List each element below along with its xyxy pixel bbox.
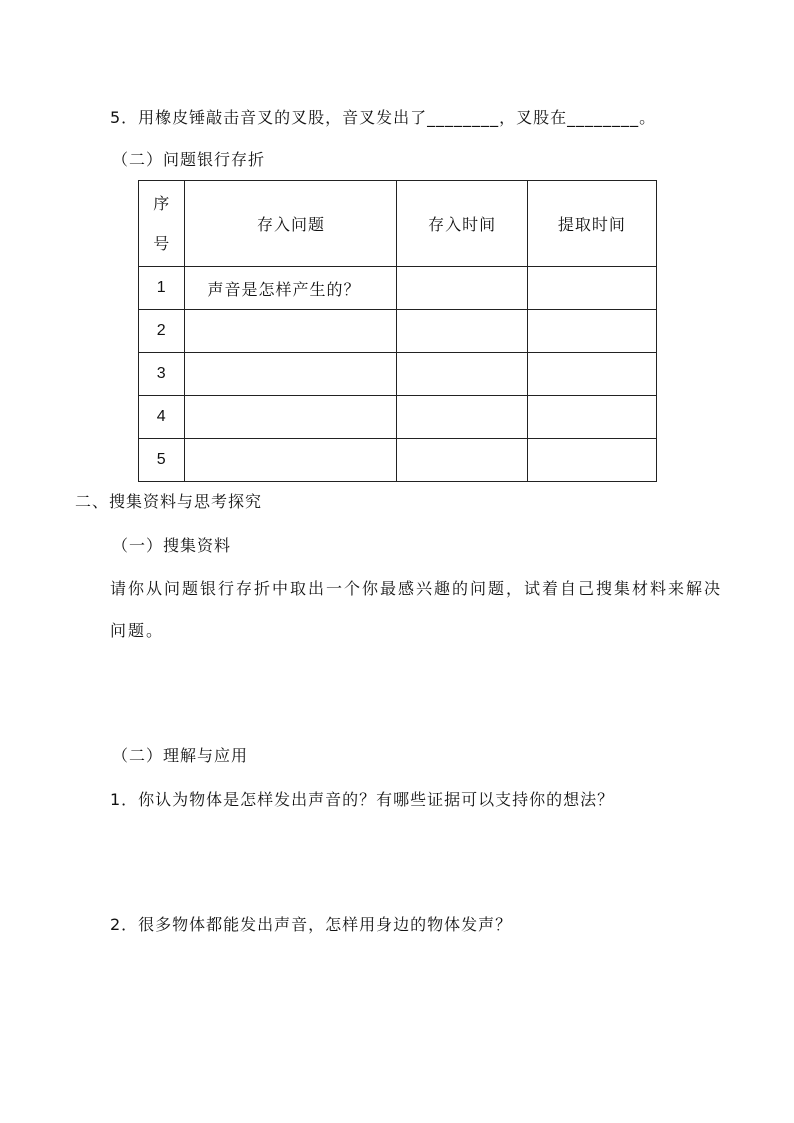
table-row xyxy=(139,310,657,353)
header-serial-number: 序 号 xyxy=(139,181,185,267)
table-row xyxy=(139,267,657,310)
row-deposit-time xyxy=(397,396,527,439)
row-deposit-time xyxy=(397,310,527,353)
sub-apply-title: （二）理解与应用 xyxy=(112,746,249,765)
section-2-title: 二、搜集资料与思考探究 xyxy=(75,492,263,511)
row-question xyxy=(185,353,397,396)
header-withdraw-time: 提取时间 xyxy=(527,181,656,267)
row-number: 2 xyxy=(139,310,185,353)
row-question xyxy=(185,396,397,439)
row-question xyxy=(185,310,397,353)
row-deposit-time xyxy=(397,439,527,482)
row-number: 5 xyxy=(139,439,185,482)
row-withdraw-time xyxy=(527,267,656,310)
apply-question-1: 1．你认为物体是怎样发出声音的？有哪些证据可以支持你的想法？ xyxy=(110,790,615,809)
row-withdraw-time xyxy=(527,439,656,482)
table-row xyxy=(139,439,657,482)
header-deposit-question: 存入问题 xyxy=(185,181,397,267)
table-row xyxy=(139,396,657,439)
apply-question-2: 2．很多物体都能发出声音，怎样用身边的物体发声？ xyxy=(110,915,513,934)
table-header-row xyxy=(139,181,657,267)
row-deposit-time xyxy=(397,353,527,396)
row-withdraw-time xyxy=(527,353,656,396)
header-deposit-time: 存入时间 xyxy=(397,181,527,267)
collect-paragraph: 请你从问题银行存折中取出一个你最感兴趣的问题，试着自己搜集材料来解决问题。 xyxy=(110,579,723,640)
row-deposit-time xyxy=(397,267,527,310)
question-5: 5．用橡皮锤敲击音叉的叉股，音叉发出了________，叉股在________。 xyxy=(110,108,657,127)
section-bank-title: （二）问题银行存折 xyxy=(112,150,266,169)
row-number: 1 xyxy=(139,267,185,310)
row-number: 4 xyxy=(139,396,185,439)
table-row xyxy=(139,353,657,396)
row-withdraw-time xyxy=(527,310,656,353)
row-withdraw-time xyxy=(527,396,656,439)
question-bank-table xyxy=(138,180,657,482)
row-question: 声音是怎样产生的？ xyxy=(185,267,397,310)
row-question xyxy=(185,439,397,482)
row-number: 3 xyxy=(139,353,185,396)
sub-collect-title: （一）搜集资料 xyxy=(112,536,232,555)
